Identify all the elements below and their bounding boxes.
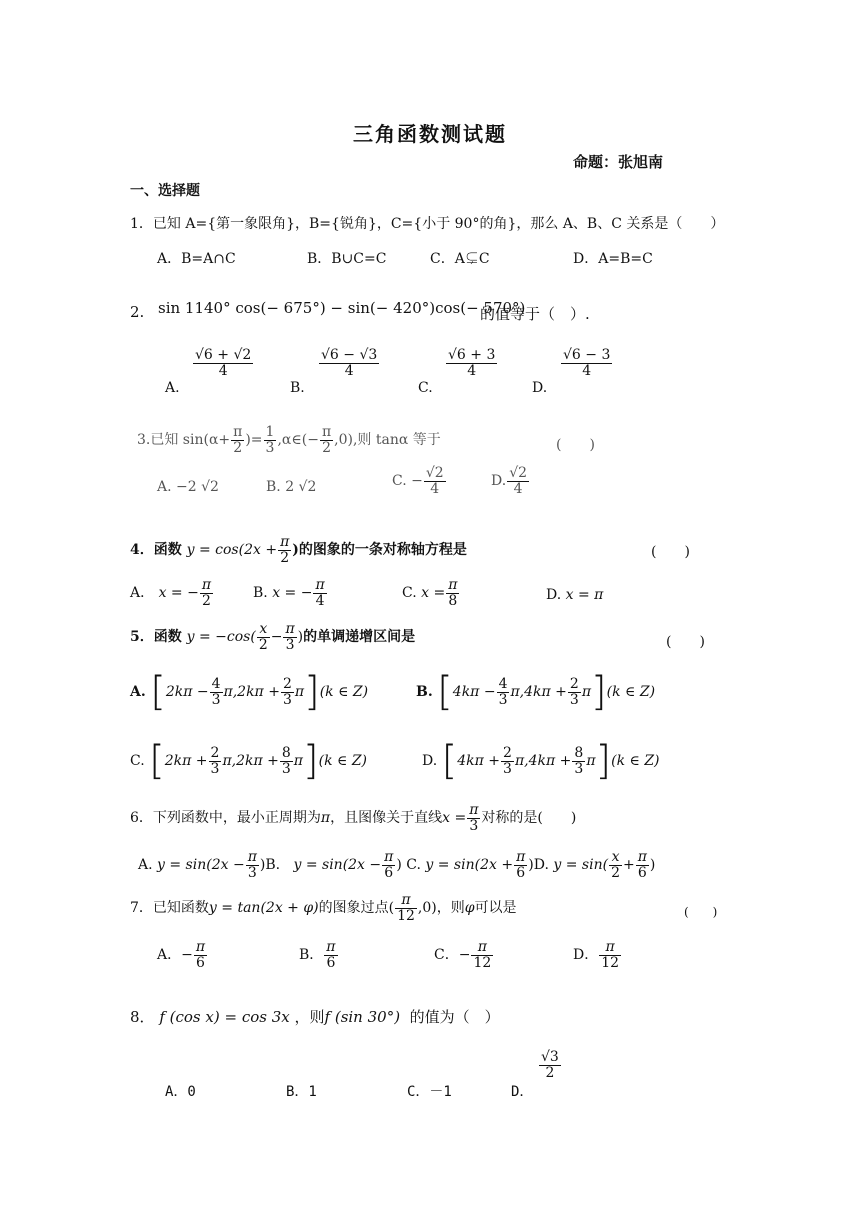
q2-option-d-label: D. xyxy=(532,380,548,396)
q1-option-b: B．B∪C=C xyxy=(307,251,387,267)
q7-option-c: C．− $\frac{\pi}{12}$ xyxy=(434,939,492,971)
question-5-answer-paren: ( ) xyxy=(666,634,705,650)
q7-option-a: A．− $\frac{\pi}{6}$ xyxy=(157,939,206,971)
q4-option-c: C. x = $\frac{\pi}{8}$ xyxy=(402,577,458,609)
question-3-answer-paren: ( ) xyxy=(556,437,595,453)
q2-option-a-value: $\frac{√6 + √2}{4}$ xyxy=(195,347,252,379)
q4-option-d: D. x = π xyxy=(546,587,604,603)
q3-option-d: D. $\frac{√2}{4}$ xyxy=(491,465,528,497)
q2-option-b-value: $\frac{√6 - √3}{4}$ xyxy=(321,347,378,379)
q6-options: A. y = sin(2x − $\frac{\pi}{3}$ )B. y = sin(2x − $\frac{\pi}{6}$ ) C. y = sin(2x + $\frac{\pi}{6}$ )D. y = sin( $\frac{x}{2}$ + $\frac{\pi}{6}$ ) xyxy=(138,849,656,881)
q2-option-c-label: C. xyxy=(418,380,433,396)
q7-option-d: D． $\frac{\pi}{12}$ xyxy=(573,939,620,971)
q1-option-d: D．A=B=C xyxy=(573,251,653,267)
q5-option-a: A. [2kπ − $\frac{4}{3}$ π,2kπ + $\frac{2}{3}$ π](k ∈ Z) xyxy=(130,669,369,715)
q8-option-c: C．－1 xyxy=(407,1084,452,1100)
q5-option-c: C. [2kπ + $\frac{2}{3}$ π,2kπ + $\frac{8}{3}$ π](k ∈ Z) xyxy=(130,738,368,784)
q8-option-d-value: $\frac{√3}{2}$ xyxy=(541,1049,559,1081)
author-line: 命题：张旭南 xyxy=(573,153,664,171)
question-2-expression: sin 1140° cos(− 675°) − sin(− 420°)cos(− 570°) xyxy=(158,299,526,317)
page-title: 三角函数测试题 xyxy=(353,122,507,146)
q1-option-a: A．B=A∩C xyxy=(157,251,236,267)
question-2-tail: 的值等于（ ）. xyxy=(480,305,590,323)
question-7-answer-paren: ( ) xyxy=(684,905,718,919)
q3-option-c: C. − $\frac{√2}{4}$ xyxy=(392,465,444,497)
q7-option-b: B． $\frac{\pi}{6}$ xyxy=(299,939,336,971)
q1-option-c: C．A⊊C xyxy=(430,251,490,267)
q5-option-b: B. [4kπ − $\frac{4}{3}$ π,4kπ + $\frac{2}{3}$ π](k ∈ Z) xyxy=(416,669,656,715)
q2-option-c-value: $\frac{√6 + 3}{4}$ xyxy=(448,347,496,379)
question-4-answer-paren: ( ) xyxy=(651,544,690,560)
q8-option-a: A．0 xyxy=(165,1084,196,1100)
question-8-stem: 8． f (cos x) = cos 3x ，则f (sin 30°) 的值为（ ） xyxy=(130,1008,500,1026)
q4-option-b: B. x = − $\frac{\pi}{4}$ xyxy=(253,577,325,609)
q8-option-d-label: D． xyxy=(511,1084,534,1100)
q3-option-a: A. −2 √2 xyxy=(157,479,219,495)
question-6-stem: 6．下列函数中，最小正周期为π，且图像关于直线x = $\frac{\pi}{3}$ 对称的是( ) xyxy=(130,802,577,834)
q2-option-a-label: A. xyxy=(165,380,180,396)
question-7-stem: 7．已知函数y = tan(2x + φ)的图象过点( $\frac{\pi}{12}$ ,0)，则φ可以是 xyxy=(130,892,517,924)
q8-option-b: B．1 xyxy=(286,1084,317,1100)
question-4-stem: 4．函数 y = cos(2x + $\frac{\pi}{2}$ )的图象的一条对称轴方程是 xyxy=(130,534,467,566)
q2-option-b-label: B. xyxy=(290,380,305,396)
section-heading: 一、选择题 xyxy=(130,183,200,199)
question-5-stem: 5．函数 y = −cos( $\frac{x}{2}$ − $\frac{\pi}{3}$ )的单调递增区间是 xyxy=(130,621,416,653)
q4-option-a: A． x = − $\frac{\pi}{2}$ xyxy=(130,577,212,609)
q3-option-b: B. 2 √2 xyxy=(266,479,317,495)
q2-option-d-value: $\frac{√6 - 3}{4}$ xyxy=(563,347,611,379)
q5-option-d: D. [4kπ + $\frac{2}{3}$ π,4kπ + $\frac{8}{3}$ π](k ∈ Z) xyxy=(422,738,660,784)
question-1-stem: 1．已知 A={第一象限角}，B={锐角}，C={小于 90°的角}，那么 A、B、C 关系是（ ） xyxy=(130,216,725,232)
question-2-number: 2. xyxy=(130,303,145,321)
question-3-stem: 3.已知 sin(α+ $\frac{\pi}{2}$ )= $\frac{1}{3}$ ,α∈(− $\frac{\pi}{2}$ ,0),则 tanα 等于 xyxy=(137,424,441,456)
